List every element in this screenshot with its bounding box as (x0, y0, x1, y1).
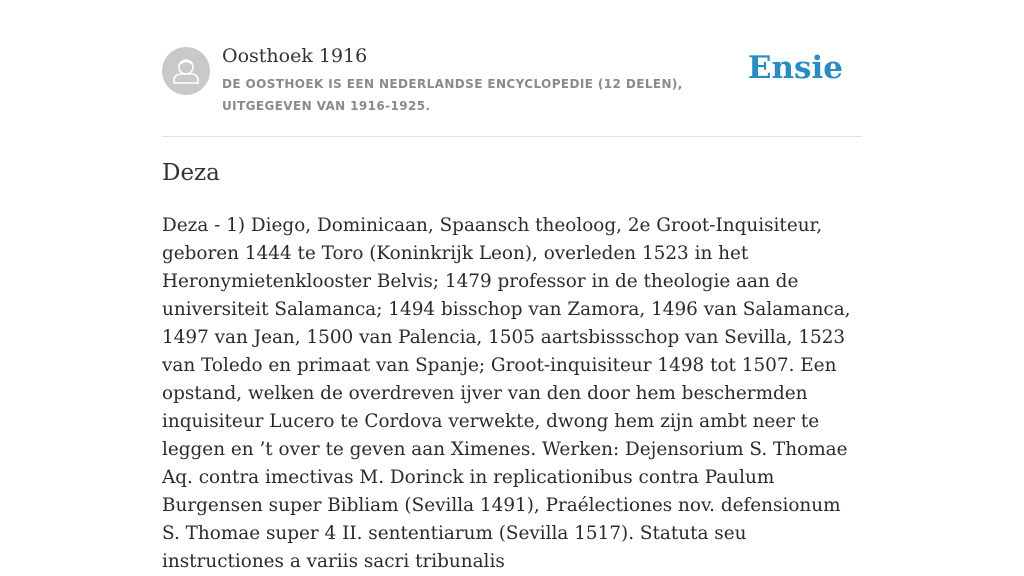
page-container (162, 0, 862, 572)
source-description: DE OOSTHOEK IS EEN NEDERLANDSE ENCYCLOPEDIE (12 DELEN), UITGEGEVEN VAN 1916-1925. (222, 77, 683, 113)
source-title[interactable]: Oosthoek 1916 (222, 45, 368, 67)
user-placeholder-icon (162, 47, 210, 95)
avatar[interactable] (162, 47, 210, 95)
source-header (162, 0, 862, 137)
entry-body: Deza - 1) Diego, Dominicaan, Spaansch theoloog, 2e Groot-Inquisiteur, geboren 1444 te Toro (Koninkrijk Leon), overleden 1523 in het Heronymietenklooster Belvis; 1479 professor in de theologie aan de universiteit Salamanca; 1494 bisschop van Zamora, 1496 van Salamanca, 1497 van Jean, 1500 van Palencia, 1505 aartsbissschop van Sevilla, 1523 van Toledo en primaat van Spanje; Groot-inquisiteur 1498 tot 1507. Een opstand, welken de overdreven ijver van den door hem beschermden inquisiteur Lucero te Cordova verwekte, dwong hem zijn ambt neer te leggen en ’t over te geven aan Ximenes. Werken: Dejensorium S. Thomae Aq. contra imectivas M. Dorinck in replicationibus contra Paulum Burgensen super Bibliam (Sevilla 1491), Praélectiones nov. defensionum S. Thomae super 4 II. sententiarum (Sevilla 1517). Statuta seu instructiones a variis sacri tribunalis (162, 215, 851, 572)
entry-title: Deza (162, 160, 220, 186)
ensie-logo[interactable]: Ensie (747, 50, 843, 86)
